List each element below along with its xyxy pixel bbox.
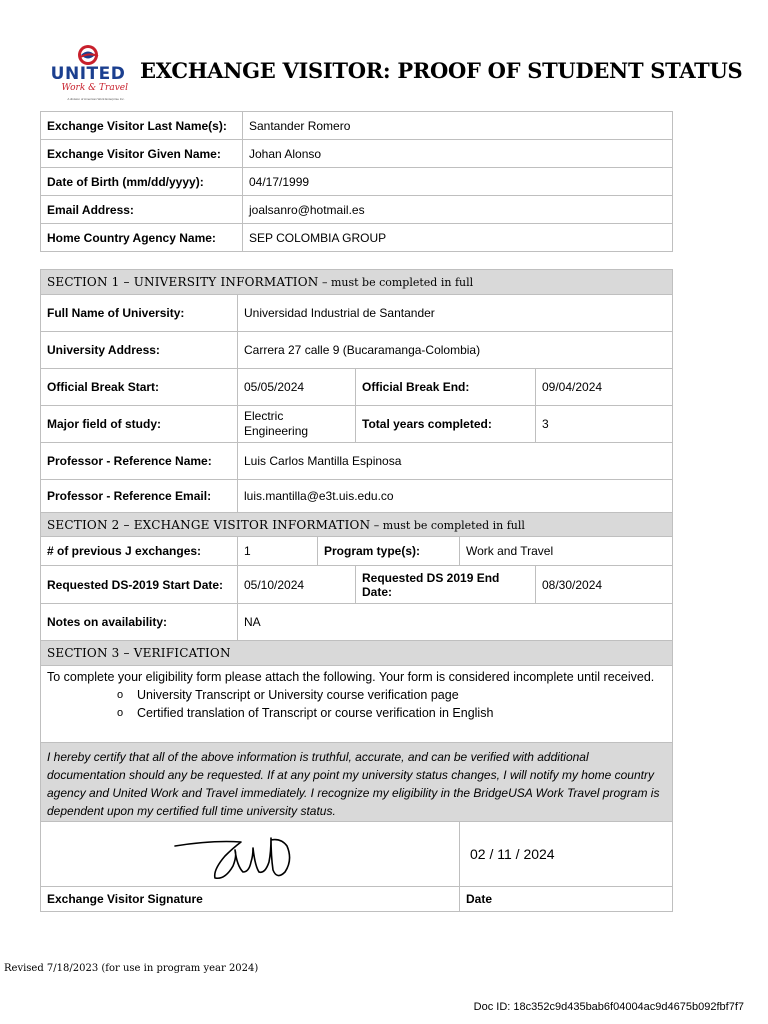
verification-instructions: To complete your eligibility form please attach the following. Your form is considered incomplete until received. xyxy=(47,670,655,684)
last-name-field[interactable]: Santander Romero xyxy=(243,112,673,140)
email-row xyxy=(41,196,673,224)
prof-name-row xyxy=(41,443,673,480)
agency-field[interactable]: SEP COLOMBIA GROUP xyxy=(243,224,673,252)
break-row xyxy=(41,369,673,406)
break-end-field[interactable]: 09/04/2024 xyxy=(536,369,673,406)
last-name-label: Exchange Visitor Last Name(s): xyxy=(41,112,243,140)
major-line-1: Electric xyxy=(244,409,284,423)
break-start-label: Official Break Start: xyxy=(41,369,238,406)
agency-label: Home Country Agency Name: xyxy=(41,224,243,252)
break-start-field[interactable]: 05/05/2024 xyxy=(238,369,356,406)
address-label: University Address: xyxy=(41,332,238,369)
last-name-row xyxy=(41,112,673,140)
prev-exchanges-label: # of previous J exchanges: xyxy=(41,537,238,566)
sections-table xyxy=(40,269,673,912)
ds-start-label: Requested DS-2019 Start Date: xyxy=(41,566,238,604)
availability-field[interactable]: NA xyxy=(238,604,673,641)
dob-row xyxy=(41,168,673,196)
logo-subtext: Work & Travel xyxy=(61,83,128,93)
major-label: Major field of study: xyxy=(41,406,238,443)
list-item xyxy=(117,686,666,704)
section-1-title: SECTION 1 – UNIVERSITY INFORMATION xyxy=(47,275,319,289)
section-2-header xyxy=(41,513,673,537)
university-row xyxy=(41,295,673,332)
major-row xyxy=(41,406,673,443)
date-label: Date xyxy=(460,887,673,912)
ds-start-field[interactable]: 05/10/2024 xyxy=(238,566,356,604)
program-type-label: Program type(s): xyxy=(318,537,460,566)
dob-field[interactable]: 04/17/1999 xyxy=(243,168,673,196)
major-line-2: Engineering xyxy=(244,424,309,438)
prof-email-field[interactable]: luis.mantilla@e3t.uis.edu.co xyxy=(238,480,673,513)
signature-field[interactable] xyxy=(41,822,460,887)
given-name-row xyxy=(41,140,673,168)
prof-name-field[interactable]: Luis Carlos Mantilla Espinosa xyxy=(238,443,673,480)
page-title: EXCHANGE VISITOR: PROOF OF STUDENT STATUS xyxy=(140,58,743,83)
company-logo xyxy=(50,42,130,104)
list-item-text: Certified translation of Transcript or course verification in English xyxy=(137,706,494,720)
years-label: Total years completed: xyxy=(356,406,536,443)
handwritten-signature-icon xyxy=(173,826,303,884)
section-3-header xyxy=(41,641,673,666)
list-item-text: University Transcript or University course verification page xyxy=(137,688,459,702)
certification-statement: I hereby certify that all of the above information is truthful, accurate, and can be verified with additional documentation should any be requested. If at any point my university status changes, I will notify my home country agency and United Work and Travel immediately. I recognize my eligibility in the BridgeUSA Work Travel program is dependent upon my certified full time university status. xyxy=(41,743,673,822)
major-field[interactable] xyxy=(238,406,356,443)
required-documents-list xyxy=(117,686,666,722)
agency-row xyxy=(41,224,673,252)
break-end-label: Official Break End: xyxy=(356,369,536,406)
address-row xyxy=(41,332,673,369)
prev-exchanges-row xyxy=(41,537,673,566)
signature-row xyxy=(41,822,673,887)
email-field[interactable]: joalsanro@hotmail.es xyxy=(243,196,673,224)
date-field[interactable]: 02 / 11 / 2024 xyxy=(460,822,673,887)
ds-dates-row xyxy=(41,566,673,604)
signature-label: Exchange Visitor Signature xyxy=(41,887,460,912)
signature-label-row xyxy=(41,887,673,912)
years-field[interactable]: 3 xyxy=(536,406,673,443)
prof-email-label: Professor - Reference Email: xyxy=(41,480,238,513)
list-item xyxy=(117,704,666,722)
prof-name-label: Professor - Reference Name: xyxy=(41,443,238,480)
prev-exchanges-field[interactable]: 1 xyxy=(238,537,318,566)
given-name-label: Exchange Visitor Given Name: xyxy=(41,140,243,168)
logo-text: UNITED xyxy=(50,64,126,84)
personal-info-table xyxy=(40,111,673,252)
given-name-field[interactable]: Johan Alonso xyxy=(243,140,673,168)
program-type-field[interactable]: Work and Travel xyxy=(460,537,673,566)
section-2-title: SECTION 2 – EXCHANGE VISITOR INFORMATION xyxy=(47,517,371,532)
certification-row xyxy=(41,743,673,822)
dob-label: Date of Birth (mm/dd/yyyy): xyxy=(41,168,243,196)
section-1-note: – must be completed in full xyxy=(318,276,474,289)
section-3-title: SECTION 3 – VERIFICATION xyxy=(47,646,231,660)
logo-tagline: A division of American Work Enterprise Inc. xyxy=(67,97,125,101)
availability-label: Notes on availability: xyxy=(41,604,238,641)
university-label: Full Name of University: xyxy=(41,295,238,332)
verification-row xyxy=(41,666,673,743)
ds-end-label: Requested DS 2019 End Date: xyxy=(356,566,536,604)
prof-email-row xyxy=(41,480,673,513)
availability-row xyxy=(41,604,673,641)
section-2-note: – must be completed in full xyxy=(370,518,525,532)
bullet-icon: o xyxy=(117,689,124,701)
bullet-icon: o xyxy=(117,707,124,719)
doc-id: Doc ID: 18c352c9d435bab6f04004ac9d4675b092fbf7f7 xyxy=(473,1001,744,1013)
section-1-header xyxy=(41,270,673,295)
ds-end-field[interactable]: 08/30/2024 xyxy=(536,566,673,604)
revision-note: Revised 7/18/2023 (for use in program year 2024) xyxy=(4,963,259,974)
address-field[interactable]: Carrera 27 calle 9 (Bucaramanga-Colombia) xyxy=(238,332,673,369)
university-field[interactable]: Universidad Industrial de Santander xyxy=(238,295,673,332)
email-label: Email Address: xyxy=(41,196,243,224)
